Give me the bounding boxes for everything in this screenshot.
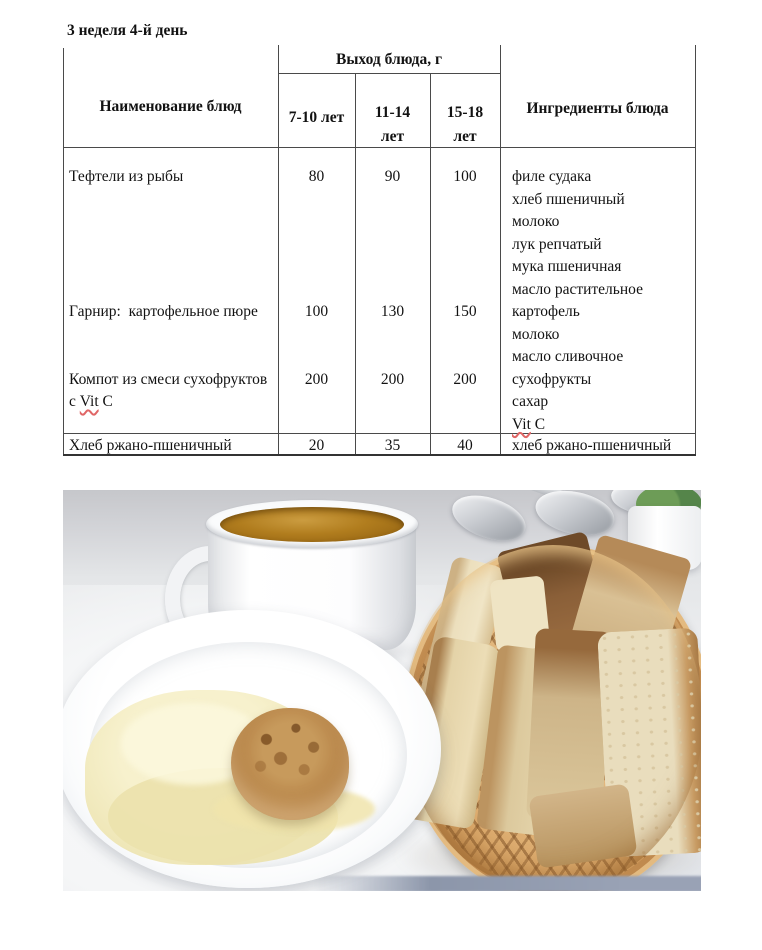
portion-11-14: 200	[380, 371, 405, 388]
portion-15-18: 40	[457, 437, 473, 454]
portion-11-14: 90	[384, 168, 401, 185]
ingredient: молоко	[512, 325, 560, 343]
portion-7-10: 200	[304, 371, 329, 388]
portion-7-10: 80	[308, 168, 325, 185]
header-age-15-18: 15-18 лет	[446, 104, 484, 145]
ingredient: сухофрукты	[512, 371, 592, 388]
ingredient: сахар	[512, 393, 549, 410]
header-age-7-10: 7-10 лет	[288, 109, 345, 126]
basket-rim	[403, 545, 701, 891]
meal-photo	[63, 490, 701, 891]
misspelled-word: Vit	[79, 393, 99, 410]
portion-11-14: 35	[384, 437, 401, 454]
fish-meatball	[231, 708, 349, 820]
portion-15-18: 150	[453, 303, 477, 320]
spoon	[447, 490, 532, 549]
ingredient-vitamin: Vit C	[512, 415, 546, 433]
header-age-11-14: 11-14 лет	[374, 104, 411, 145]
ingredient: мука пшеничная	[512, 258, 622, 275]
ingredient: филе судака	[512, 168, 592, 185]
ingredient: хлеб пшеничный	[512, 190, 625, 208]
portion-7-10: 20	[308, 437, 325, 454]
table-surface	[313, 876, 701, 891]
tea-drink	[220, 507, 404, 542]
portion-15-18: 200	[453, 371, 477, 388]
dish-name-line2: с Vit C	[69, 393, 113, 410]
ingredient: масло растительное	[512, 280, 643, 298]
header-output-group: Выход блюда, г	[335, 51, 443, 68]
table-gridline	[695, 45, 696, 455]
ingredient: молоко	[512, 213, 560, 230]
dish-name: Тефтели из рыбы	[69, 168, 184, 185]
header-ingredients: Ингредиенты блюда	[526, 100, 669, 117]
ingredient: хлеб ржано-пшеничный	[512, 437, 672, 454]
dish-name: Хлеб ржано-пшеничный	[69, 437, 232, 454]
page-title: 3 неделя 4-й день	[67, 22, 188, 39]
portion-11-14: 130	[380, 303, 405, 320]
ingredient: лук репчатый	[512, 235, 602, 253]
header-dishes: Наименование блюд	[99, 98, 242, 115]
menu-table	[63, 40, 697, 457]
dish-name: Компот из смеси сухофруктов	[69, 371, 268, 388]
portion-15-18: 100	[453, 168, 477, 185]
dish-name: Гарнир: картофельное пюре	[69, 303, 258, 320]
portion-7-10: 100	[304, 303, 329, 320]
ingredient: картофель	[512, 303, 580, 320]
table-gridline	[278, 73, 500, 74]
misspelled-word: Vit	[512, 415, 531, 433]
ingredient: масло сливочное	[512, 348, 624, 365]
